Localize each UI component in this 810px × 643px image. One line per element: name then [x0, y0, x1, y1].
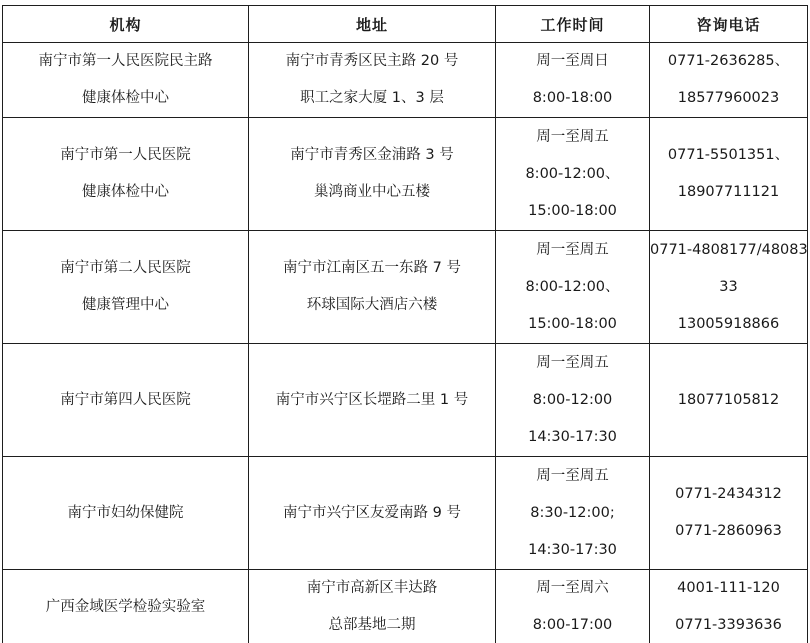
address-line: 南宁市高新区丰达路	[306, 580, 438, 596]
org-line: 南宁市第四人民医院	[60, 391, 191, 408]
table-row	[3, 344, 808, 457]
org-line: 南宁市第二人民医院	[60, 260, 191, 276]
header-hours: 工作时间	[496, 6, 650, 43]
org-line: 广西金域医学检验实验室	[45, 598, 206, 615]
hours-line: 周一至周六	[536, 580, 609, 596]
org-line: 健康体检中心	[82, 90, 169, 106]
org-line: 南宁市妇幼保健院	[67, 504, 184, 521]
header-phone: 咨询电话	[650, 6, 808, 43]
hours-line: 8:30-12:00;	[530, 504, 615, 521]
hours-cell	[496, 43, 650, 118]
address-line: 南宁市江南区五一东路 7 号	[283, 260, 461, 276]
hours-cell	[496, 118, 650, 231]
table-row	[3, 231, 808, 344]
phone-line: 0771-4808177/48083	[650, 241, 808, 258]
org-cell	[3, 231, 249, 344]
hours-line: 周一至周五	[536, 241, 609, 258]
address-cell	[249, 231, 496, 344]
clinic-table	[2, 5, 808, 643]
address-line: 巢鸿商业中心五楼	[314, 184, 430, 200]
hours-line: 15:00-18:00	[528, 315, 617, 332]
hours-line: 周一至周五	[536, 128, 609, 145]
phone-line: 0771-2860963	[675, 523, 782, 539]
hours-line: 周一至周五	[536, 467, 609, 484]
address-line: 南宁市兴宁区友爱南路 9 号	[283, 504, 461, 521]
hours-cell	[496, 457, 650, 570]
table-row	[3, 118, 808, 231]
address-line: 南宁市青秀区金浦路 3 号	[290, 147, 454, 163]
header-row	[3, 6, 808, 43]
address-cell	[249, 344, 496, 457]
org-cell	[3, 570, 249, 643]
header-org: 机构	[3, 6, 249, 43]
address-line: 总部基地二期	[328, 617, 416, 633]
org-line: 健康管理中心	[82, 297, 169, 313]
org-cell	[3, 344, 249, 457]
hours-line: 8:00-12:00、	[525, 165, 620, 182]
phone-cell	[650, 118, 808, 231]
org-cell	[3, 457, 249, 570]
phone-cell	[650, 344, 808, 457]
org-cell	[3, 118, 249, 231]
org-line: 南宁市第一人民医院	[60, 147, 191, 163]
hours-line: 15:00-18:00	[528, 202, 617, 219]
hours-line: 8:00-12:00	[532, 391, 613, 408]
phone-line: 18077105812	[677, 391, 780, 408]
phone-line: 0771-5501351、	[667, 147, 790, 163]
org-line: 健康体检中心	[82, 184, 169, 200]
hours-line: 8:00-18:00	[532, 90, 613, 106]
org-line: 南宁市第一人民医院民主路	[38, 53, 213, 69]
table-row	[3, 457, 808, 570]
phone-cell	[650, 231, 808, 344]
header-address: 地址	[249, 6, 496, 43]
phone-line: 0771-3393636	[675, 617, 782, 633]
phone-line: 0771-2434312	[675, 486, 782, 502]
hours-line: 8:00-17:00	[532, 617, 613, 633]
hours-line: 周一至周日	[536, 53, 609, 69]
table-row	[3, 43, 808, 118]
address-line: 环球国际大酒店六楼	[306, 297, 438, 313]
address-cell	[249, 118, 496, 231]
phone-cell	[650, 457, 808, 570]
phone-cell	[650, 570, 808, 643]
phone-line: 0771-2636285、	[667, 53, 790, 69]
hours-cell	[496, 231, 650, 344]
address-line: 南宁市青秀区民主路 20 号	[285, 53, 459, 69]
phone-line: 4001-111-120	[677, 580, 780, 596]
phone-line: 18577960023	[677, 90, 780, 106]
address-cell	[249, 43, 496, 118]
address-cell	[249, 570, 496, 643]
address-cell	[249, 457, 496, 570]
hours-line: 14:30-17:30	[528, 428, 617, 445]
hours-line: 8:00-12:00、	[525, 278, 620, 295]
address-line: 南宁市兴宁区长堽路二里 1 号	[275, 391, 469, 408]
hours-line: 周一至周五	[536, 354, 609, 371]
phone-cell	[650, 43, 808, 118]
hours-line: 14:30-17:30	[528, 541, 617, 558]
hours-cell	[496, 570, 650, 643]
org-cell	[3, 43, 249, 118]
hours-cell	[496, 344, 650, 457]
table-row	[3, 570, 808, 643]
address-line: 职工之家大厦 1、3 层	[300, 90, 444, 106]
phone-line: 13005918866	[677, 315, 780, 332]
phone-line: 18907711121	[677, 184, 780, 200]
phone-line: 33	[719, 278, 738, 295]
